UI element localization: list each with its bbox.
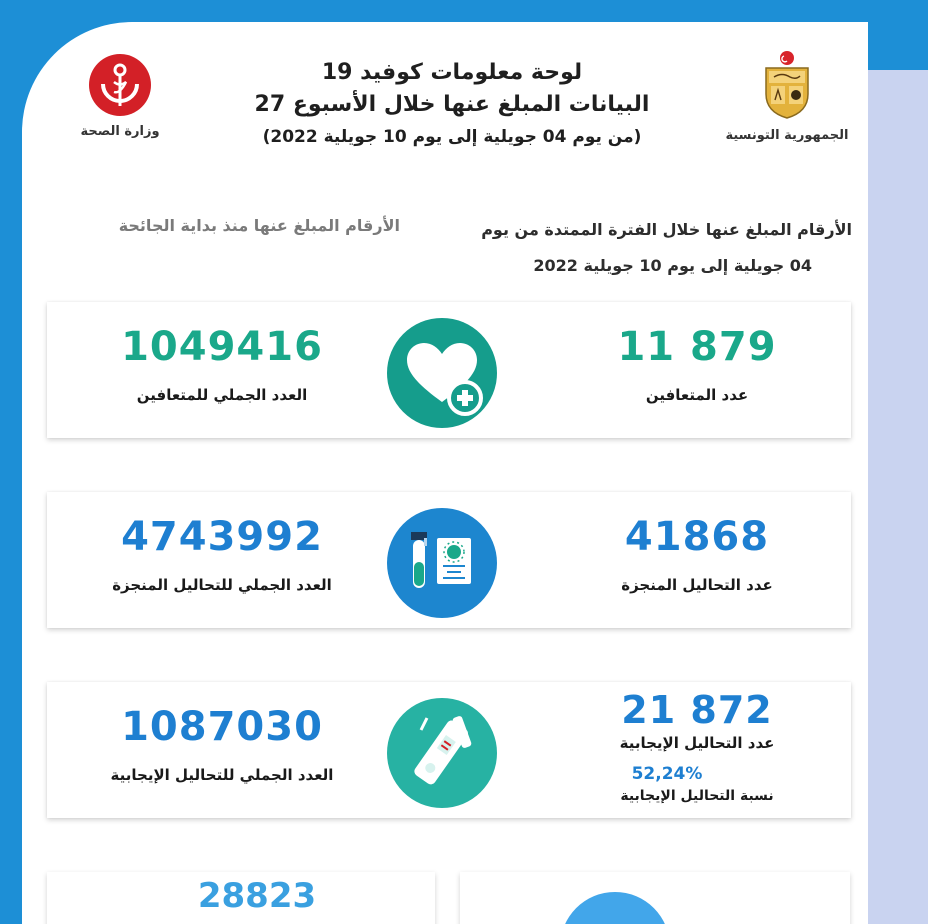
ministry-emblem-icon — [89, 54, 151, 116]
weekly-recoveries-value: 11 879 — [617, 324, 777, 370]
date-range: (من يوم 04 جويلية إلى يوم 10 جويلية 2022) — [262, 127, 642, 147]
republic-label: الجمهورية التونسية — [725, 128, 849, 143]
positivity-rate-value: 52,24% — [631, 764, 703, 784]
weekly-heading — [462, 212, 852, 284]
ministry-label: وزارة الصحة — [80, 124, 160, 139]
total-positive-value: 1087030 — [121, 704, 323, 750]
tests-row — [47, 492, 851, 628]
tunisian-republic-logo — [712, 50, 862, 143]
weekly-heading-line1: الأرقام المبلغ عنها خلال الفترة الممتدة من يوم — [481, 220, 852, 239]
weekly-tests-value: 41868 — [624, 514, 770, 560]
rapid-test-icon — [387, 698, 497, 808]
dashboard-card — [22, 22, 868, 924]
total-tests-label: العدد الجملي للتحاليل المنجزة — [112, 576, 332, 594]
coat-of-arms-icon — [760, 50, 814, 120]
side-strip — [868, 70, 928, 924]
cumulative-heading: الأرقام المبلغ عنها منذ بداية الجائحة — [118, 216, 400, 235]
weekly-positive-value: 21 872 — [621, 688, 773, 732]
total-recoveries-label: العدد الجملي للمتعافين — [136, 386, 308, 404]
total-tests-value: 4743992 — [121, 514, 323, 560]
total-positive-label: العدد الجملي للتحاليل الإيجابية — [110, 766, 334, 784]
weekly-recoveries-label: عدد المتعافين — [645, 386, 749, 404]
positive-tests-row — [47, 682, 851, 818]
bottom-total-value: 28823 — [197, 876, 317, 916]
page-title: لوحة معلومات كوفيد 19 — [321, 60, 583, 85]
test-tube-report-icon — [387, 508, 497, 618]
positivity-rate-label: نسبة التحاليل الإيجابية — [620, 788, 774, 804]
page-subtitle: البيانات المبلغ عنها خلال الأسبوع 27 — [254, 92, 650, 117]
heart-plus-icon — [387, 318, 497, 428]
weekly-tests-label: عدد التحاليل المنجزة — [621, 576, 773, 594]
title-block — [242, 58, 662, 152]
total-recoveries-value: 1049416 — [121, 324, 323, 370]
header — [22, 22, 868, 212]
weekly-positive-label: عدد التحاليل الإيجابية — [619, 734, 775, 752]
weekly-heading-line2: 04 جويلية إلى يوم 10 جويلية 2022 — [533, 256, 812, 275]
bottom-left-panel — [47, 872, 435, 924]
recoveries-row — [47, 302, 851, 438]
ministry-of-health-logo — [78, 54, 162, 139]
